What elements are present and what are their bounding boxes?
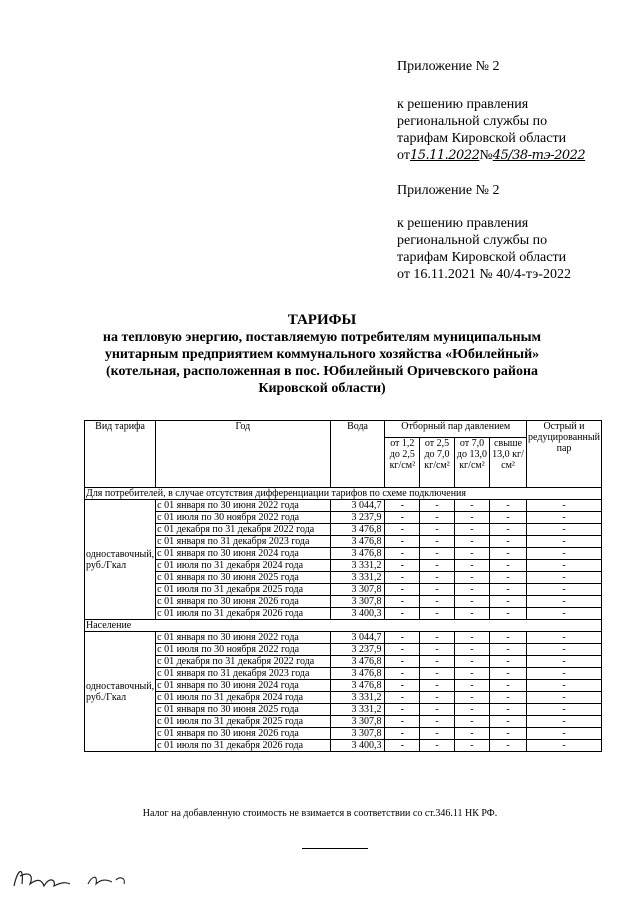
steam-tariff-cell: - xyxy=(490,740,527,752)
steam-tariff-cell: - xyxy=(420,692,455,704)
table-row xyxy=(85,668,602,680)
steam-tariff-cell: - xyxy=(490,632,527,644)
period-cell: с 01 января по 30 июня 2024 года xyxy=(156,548,330,560)
table-row xyxy=(85,512,602,524)
steam-tariff-cell: - xyxy=(454,536,489,548)
appendix-previous-title: Приложение № 2 xyxy=(397,183,500,198)
steam-tariff-cell: - xyxy=(454,584,489,596)
header-pressure-3: от 7,0 до 13,0 кг/см² xyxy=(454,438,489,488)
period-cell: с 01 января по 30 июня 2022 года xyxy=(156,632,330,644)
steam-tariff-cell: - xyxy=(454,608,489,620)
table-section-population xyxy=(85,620,602,752)
table-row xyxy=(85,680,602,692)
header-year: Год xyxy=(156,421,330,488)
steam-tariff-cell: - xyxy=(385,596,420,608)
water-tariff-cell: 3 237,9 xyxy=(330,512,385,524)
number-prefix: № xyxy=(479,148,493,163)
steam-tariff-cell: - xyxy=(420,572,455,584)
handwritten-number: 45/38-тэ-2022 xyxy=(492,148,586,163)
steam-tariff-cell: - xyxy=(527,560,602,572)
water-tariff-cell: 3 400,3 xyxy=(330,740,385,752)
vat-footnote: Налог на добавленную стоимость не взимается в соответствии со ст.346.11 НК РФ. xyxy=(142,808,498,819)
handwritten-date: 15.11.2022 xyxy=(409,148,480,163)
header-pressure-1: от 1,2 до 2,5 кг/см² xyxy=(385,438,420,488)
table-row xyxy=(85,692,602,704)
period-cell: с 01 июля по 31 декабря 2024 года xyxy=(156,692,330,704)
steam-tariff-cell: - xyxy=(420,644,455,656)
steam-tariff-cell: - xyxy=(385,668,420,680)
appendix-line: тарифам Кировской области xyxy=(397,250,567,265)
steam-tariff-cell: - xyxy=(527,608,602,620)
steam-tariff-cell: - xyxy=(420,596,455,608)
steam-tariff-cell: - xyxy=(490,500,527,512)
steam-tariff-cell: - xyxy=(385,512,420,524)
steam-tariff-cell: - xyxy=(454,644,489,656)
steam-tariff-cell: - xyxy=(420,512,455,524)
steam-tariff-cell: - xyxy=(385,680,420,692)
steam-tariff-cell: - xyxy=(420,560,455,572)
period-cell: с 01 июля по 31 декабря 2025 года xyxy=(156,716,330,728)
period-cell: с 01 июля по 31 декабря 2024 года xyxy=(156,560,330,572)
steam-tariff-cell: - xyxy=(454,560,489,572)
steam-tariff-cell: - xyxy=(385,572,420,584)
water-tariff-cell: 3 044,7 xyxy=(330,632,385,644)
divider-line xyxy=(302,848,368,849)
water-tariff-cell: 3 307,8 xyxy=(330,596,385,608)
steam-tariff-cell: - xyxy=(527,524,602,536)
period-cell: с 01 января по 30 июня 2022 года xyxy=(156,500,330,512)
header-steam: Отборный пар давлением xyxy=(385,421,527,438)
table-row xyxy=(85,500,602,512)
table-row xyxy=(85,728,602,740)
header-tariff-type: Вид тарифа xyxy=(85,421,156,488)
water-tariff-cell: 3 331,2 xyxy=(330,704,385,716)
water-tariff-cell: 3 476,8 xyxy=(330,548,385,560)
period-cell: с 01 января по 30 июня 2026 года xyxy=(156,728,330,740)
appendix-date-line xyxy=(397,147,627,164)
steam-tariff-cell: - xyxy=(420,704,455,716)
steam-tariff-cell: - xyxy=(420,728,455,740)
appendix-line: региональной службы по xyxy=(397,114,548,129)
steam-tariff-cell: - xyxy=(527,644,602,656)
steam-tariff-cell: - xyxy=(527,692,602,704)
steam-tariff-cell: - xyxy=(420,524,455,536)
steam-tariff-cell: - xyxy=(527,584,602,596)
steam-tariff-cell: - xyxy=(420,632,455,644)
steam-tariff-cell: - xyxy=(490,596,527,608)
header-pressure-2: от 2,5 до 7,0 кг/см² xyxy=(420,438,455,488)
steam-tariff-cell: - xyxy=(385,584,420,596)
steam-tariff-cell: - xyxy=(490,548,527,560)
steam-tariff-cell: - xyxy=(385,704,420,716)
period-cell: с 01 января по 31 декабря 2023 года xyxy=(156,536,330,548)
steam-tariff-cell: - xyxy=(454,632,489,644)
table-row xyxy=(85,608,602,620)
steam-tariff-cell: - xyxy=(385,524,420,536)
section-label: Для потребителей, в случае отсутствия дифференциации тарифов по схеме подключения xyxy=(85,488,602,500)
heading-line: (котельная, расположенная в пос. Юбилейный Оричевского района xyxy=(105,364,539,379)
steam-tariff-cell: - xyxy=(454,716,489,728)
steam-tariff-cell: - xyxy=(385,500,420,512)
steam-tariff-cell: - xyxy=(385,560,420,572)
water-tariff-cell: 3 331,2 xyxy=(330,572,385,584)
table-row xyxy=(85,704,602,716)
period-cell: с 01 декабря по 31 декабря 2022 года xyxy=(156,524,330,536)
steam-tariff-cell: - xyxy=(454,524,489,536)
steam-tariff-cell: - xyxy=(420,548,455,560)
table-row xyxy=(85,524,602,536)
steam-tariff-cell: - xyxy=(454,656,489,668)
steam-tariff-cell: - xyxy=(527,728,602,740)
steam-tariff-cell: - xyxy=(527,704,602,716)
period-cell: с 01 января по 30 июня 2026 года xyxy=(156,596,330,608)
table-row xyxy=(85,656,602,668)
steam-tariff-cell: - xyxy=(527,680,602,692)
appendix-reference xyxy=(397,96,627,164)
heading-title: ТАРИФЫ xyxy=(287,312,357,328)
header-sharp-steam: Острый и редуцированный пар xyxy=(527,421,602,488)
steam-tariff-cell: - xyxy=(490,680,527,692)
period-cell: с 01 июля по 31 декабря 2025 года xyxy=(156,584,330,596)
steam-tariff-cell: - xyxy=(527,512,602,524)
steam-tariff-cell: - xyxy=(490,584,527,596)
steam-tariff-cell: - xyxy=(490,536,527,548)
steam-tariff-cell: - xyxy=(490,560,527,572)
period-cell: с 01 января по 30 июня 2025 года xyxy=(156,704,330,716)
water-tariff-cell: 3 307,8 xyxy=(330,584,385,596)
steam-tariff-cell: - xyxy=(385,644,420,656)
appendix-line: тарифам Кировской области xyxy=(397,131,567,146)
steam-tariff-cell: - xyxy=(385,548,420,560)
steam-tariff-cell: - xyxy=(490,644,527,656)
tariff-type-cell: одноставочный, руб./Гкал xyxy=(85,500,156,620)
steam-tariff-cell: - xyxy=(385,536,420,548)
appendix-previous-reference xyxy=(397,215,627,283)
steam-tariff-cell: - xyxy=(527,572,602,584)
steam-tariff-cell: - xyxy=(490,692,527,704)
table-section-general xyxy=(85,488,602,620)
steam-tariff-cell: - xyxy=(527,500,602,512)
steam-tariff-cell: - xyxy=(420,740,455,752)
steam-tariff-cell: - xyxy=(490,572,527,584)
steam-tariff-cell: - xyxy=(454,740,489,752)
steam-tariff-cell: - xyxy=(527,716,602,728)
water-tariff-cell: 3 476,8 xyxy=(330,656,385,668)
table-row xyxy=(85,536,602,548)
steam-tariff-cell: - xyxy=(385,632,420,644)
heading-line: унитарным предприятием коммунального хозяйства «Юбилейный» xyxy=(104,347,540,362)
steam-tariff-cell: - xyxy=(527,656,602,668)
table-row xyxy=(85,560,602,572)
water-tariff-cell: 3 237,9 xyxy=(330,644,385,656)
steam-tariff-cell: - xyxy=(454,500,489,512)
steam-tariff-cell: - xyxy=(527,548,602,560)
steam-tariff-cell: - xyxy=(490,668,527,680)
section-label: Население xyxy=(85,620,602,632)
steam-tariff-cell: - xyxy=(420,536,455,548)
table-row xyxy=(85,632,602,644)
document-heading xyxy=(80,312,564,397)
period-cell: с 01 июля по 30 ноября 2022 года xyxy=(156,512,330,524)
period-cell: с 01 июля по 30 ноября 2022 года xyxy=(156,644,330,656)
water-tariff-cell: 3 476,8 xyxy=(330,680,385,692)
heading-line: Кировской области) xyxy=(258,381,386,396)
steam-tariff-cell: - xyxy=(385,608,420,620)
period-cell: с 01 июля по 31 декабря 2026 года xyxy=(156,740,330,752)
steam-tariff-cell: - xyxy=(527,596,602,608)
period-cell: с 01 июля по 31 декабря 2026 года xyxy=(156,608,330,620)
steam-tariff-cell: - xyxy=(490,656,527,668)
table-row xyxy=(85,644,602,656)
steam-tariff-cell: - xyxy=(527,632,602,644)
steam-tariff-cell: - xyxy=(490,524,527,536)
steam-tariff-cell: - xyxy=(490,608,527,620)
steam-tariff-cell: - xyxy=(490,704,527,716)
appendix-title: Приложение № 2 xyxy=(397,59,500,74)
table-row xyxy=(85,740,602,752)
steam-tariff-cell: - xyxy=(420,584,455,596)
header-water: Вода xyxy=(330,421,385,488)
steam-tariff-cell: - xyxy=(527,536,602,548)
appendix-line: от 16.11.2021 № 40/4-тэ-2022 xyxy=(397,267,571,282)
heading-line: на тепловую энергию, поставляемую потребителям муниципальным xyxy=(102,330,542,345)
steam-tariff-cell: - xyxy=(527,668,602,680)
steam-tariff-cell: - xyxy=(454,548,489,560)
steam-tariff-cell: - xyxy=(385,728,420,740)
steam-tariff-cell: - xyxy=(420,716,455,728)
water-tariff-cell: 3 476,8 xyxy=(330,524,385,536)
water-tariff-cell: 3 307,8 xyxy=(330,728,385,740)
water-tariff-cell: 3 331,2 xyxy=(330,692,385,704)
steam-tariff-cell: - xyxy=(420,500,455,512)
steam-tariff-cell: - xyxy=(385,692,420,704)
table-row xyxy=(85,584,602,596)
steam-tariff-cell: - xyxy=(454,692,489,704)
water-tariff-cell: 3 400,3 xyxy=(330,608,385,620)
steam-tariff-cell: - xyxy=(420,608,455,620)
steam-tariff-cell: - xyxy=(454,572,489,584)
header-pressure-4: свыше 13,0 кг/см² xyxy=(490,438,527,488)
water-tariff-cell: 3 331,2 xyxy=(330,560,385,572)
appendix-line: к решению правления xyxy=(397,216,529,231)
table-row xyxy=(85,716,602,728)
date-prefix: от xyxy=(397,148,410,163)
steam-tariff-cell: - xyxy=(454,512,489,524)
table-row xyxy=(85,596,602,608)
appendix-line: региональной службы по xyxy=(397,233,548,248)
signature-image xyxy=(8,858,168,894)
water-tariff-cell: 3 307,8 xyxy=(330,716,385,728)
steam-tariff-cell: - xyxy=(420,680,455,692)
steam-tariff-cell: - xyxy=(420,656,455,668)
appendix-line: к решению правления xyxy=(397,97,529,112)
tariff-type-cell: одноставочный, руб./Гкал xyxy=(85,632,156,752)
steam-tariff-cell: - xyxy=(454,596,489,608)
water-tariff-cell: 3 044,7 xyxy=(330,500,385,512)
steam-tariff-cell: - xyxy=(454,728,489,740)
steam-tariff-cell: - xyxy=(454,680,489,692)
period-cell: с 01 января по 30 июня 2025 года xyxy=(156,572,330,584)
steam-tariff-cell: - xyxy=(420,668,455,680)
steam-tariff-cell: - xyxy=(385,740,420,752)
steam-tariff-cell: - xyxy=(490,512,527,524)
period-cell: с 01 января по 30 июня 2024 года xyxy=(156,680,330,692)
steam-tariff-cell: - xyxy=(490,728,527,740)
steam-tariff-cell: - xyxy=(527,740,602,752)
period-cell: с 01 января по 31 декабря 2023 года xyxy=(156,668,330,680)
tariff-table xyxy=(84,420,602,752)
steam-tariff-cell: - xyxy=(385,716,420,728)
water-tariff-cell: 3 476,8 xyxy=(330,536,385,548)
table-row xyxy=(85,548,602,560)
table-row xyxy=(85,572,602,584)
water-tariff-cell: 3 476,8 xyxy=(330,668,385,680)
steam-tariff-cell: - xyxy=(454,704,489,716)
steam-tariff-cell: - xyxy=(454,668,489,680)
period-cell: с 01 декабря по 31 декабря 2022 года xyxy=(156,656,330,668)
steam-tariff-cell: - xyxy=(490,716,527,728)
steam-tariff-cell: - xyxy=(385,656,420,668)
